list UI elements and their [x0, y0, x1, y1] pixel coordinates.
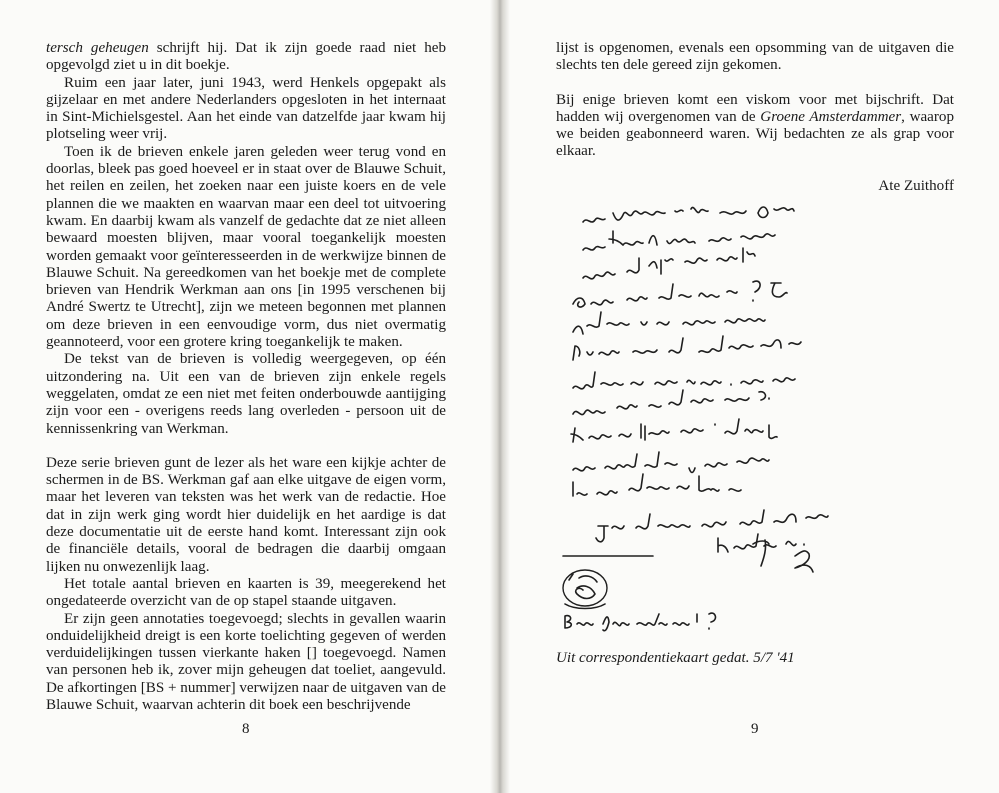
paragraph: Deze serie brieven gunt de lezer als het ware een kijkje achter de schermen in de BS. Werkman gaf aan elke uitgave de eigen vorm, maar het leveren van teksten was het werk van de redactie. Hoe dat in zijn werk ging wordt hier duidelijk en het aardige is dat deze documentatie uit de eerste hand komt. Interessant zijn ook de financiële details, vooral de bedragen die daarbij omgaan lijken nu onwezenlijk laag. [46, 454, 446, 575]
paragraph: Toen ik de brieven enkele jaren geleden weer terug vond en doorlas, bleek pas goed hoeveel er in staat over de Blauwe Schuit, het reilen en zeilen, het zoeken naar een juiste koers en de vele plannen die we maakten en waarvan maar een deel tot uitvoering kwam. En daarbij kwam als vanzelf de gedachte dat ze niet alleen bewaard moesten blijven, maar vooral toegankelijk moesten worden gemaakt voor geïnteresseerden in de werkwijze binnen de Blauwe Schuit. Na gereedkomen van het boekje met de complete brieven van Hendrik Werkman aan ons [in 1995 verschenen bij André Swertz te Utrecht], zijn we meteen begonnen met plannen om deze brieven in een eenvoudige vorm, dus niet overmatig geannoteerd, voor een grotere kring toegankelijk te maken. [46, 143, 446, 351]
right-page-text [556, 40, 954, 195]
paragraph: tersch geheugen schrijft hij. Dat ik zijn goede raad niet heb opgevolgd ziet u in dit boekje. [46, 40, 446, 74]
author-signature: Ate Zuithoff [878, 177, 954, 194]
left-page-text [46, 40, 446, 714]
paragraph: Er zijn geen annotaties toegevoegd; slechts in gevallen waarin onduidelijkheid dreigt is een korte toelichting gegeven of werden verduidelijkingen tussen vierkante haken [] toegevoegd. Namen van personen heb ik, zover mijn geheugen dat toeliet, aangevuld. De afkortingen [BS + nummer] verwijzen naar de uitgaven van de Blauwe Schuit, waarvan achterin dit boek een beschrijvende [46, 610, 446, 713]
paragraph: Bij enige brieven komt een viskom voor met bijschrift. Dat hadden wij overgenomen van de Groene Amsterdammer, waarop we beiden geabonneerd waren. Wij bedachten ze als grap voor elkaar. [556, 91, 955, 160]
figure-caption: Uit correspondentiekaart gedat. 5/7 '41 [556, 650, 795, 666]
paragraph: Het totale aantal brieven en kaarten is 39, meegerekend het ongedateerde overzicht van de op stapel staande uitgaven. [46, 575, 446, 610]
paragraph: De tekst van de brieven is volledig weergegeven, op één uitzondering na. Uit een van de brieven zijn enkele regels weggelaten, omdat ze een niet met feiten onderbouwde aantijging zijn voor een - overigens reeds lang overleden - persoon uit de kennissenkring van Werkman. [46, 351, 446, 437]
page-number: 9 [751, 721, 759, 737]
page-number: 8 [242, 721, 250, 737]
paragraph: lijst is opgenomen, evenals een opsomming van de uitgaven die slechts ten dele gereed zijn gekomen. [556, 40, 954, 74]
handwritten-letter-image [503, 200, 999, 640]
paragraph: Ruim een jaar later, juni 1943, werd Henkels opgepakt als gijzelaar en met andere Nederlanders opgesloten in het internaat in Sint-Michielsgestel. Aan het einde van datzelfde jaar kwam hij plotseling weer vrij. [46, 74, 446, 143]
